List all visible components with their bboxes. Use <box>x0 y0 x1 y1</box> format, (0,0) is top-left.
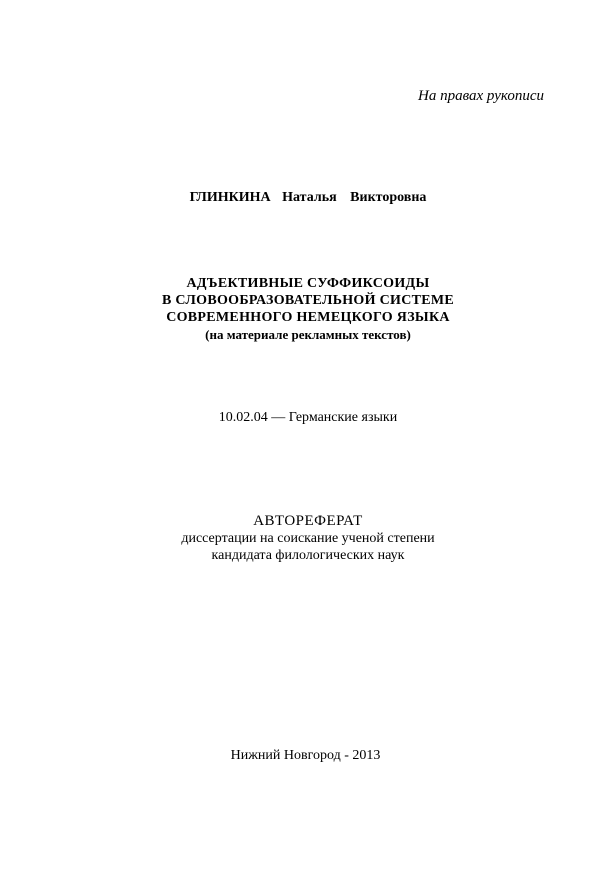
author-surname: ГЛИНКИНА <box>189 190 271 205</box>
specialty-code: 10.02.04 — Германские языки <box>218 410 398 425</box>
author-first-name: Наталья <box>282 190 337 205</box>
author-patronymic: Викторовна <box>350 190 427 205</box>
title-line: В СЛОВООБРАЗОВАТЕЛЬНОЙ СИСТЕМЕ <box>161 293 455 308</box>
title-subtitle: (на материале рекламных текстов) <box>205 327 411 342</box>
abstract-heading: АВТОРЕФЕРАТ <box>253 513 363 529</box>
title-line: СОВРЕМЕННОГО НЕМЕЦКОГО ЯЗЫКА <box>166 310 450 325</box>
abstract-block <box>0 512 601 564</box>
abstract-line: диссертации на соискание ученой степени <box>181 531 435 546</box>
author-name <box>0 190 601 206</box>
abstract-line: кандидата филологических наук <box>211 548 405 563</box>
dissertation-title <box>0 275 601 343</box>
rights-note: На правах рукописи <box>418 88 544 104</box>
title-line: АДЪЕКТИВНЫЕ СУФФИКСОИДЫ <box>186 276 430 291</box>
place-year: Нижний Новгород - 2013 <box>230 748 381 763</box>
